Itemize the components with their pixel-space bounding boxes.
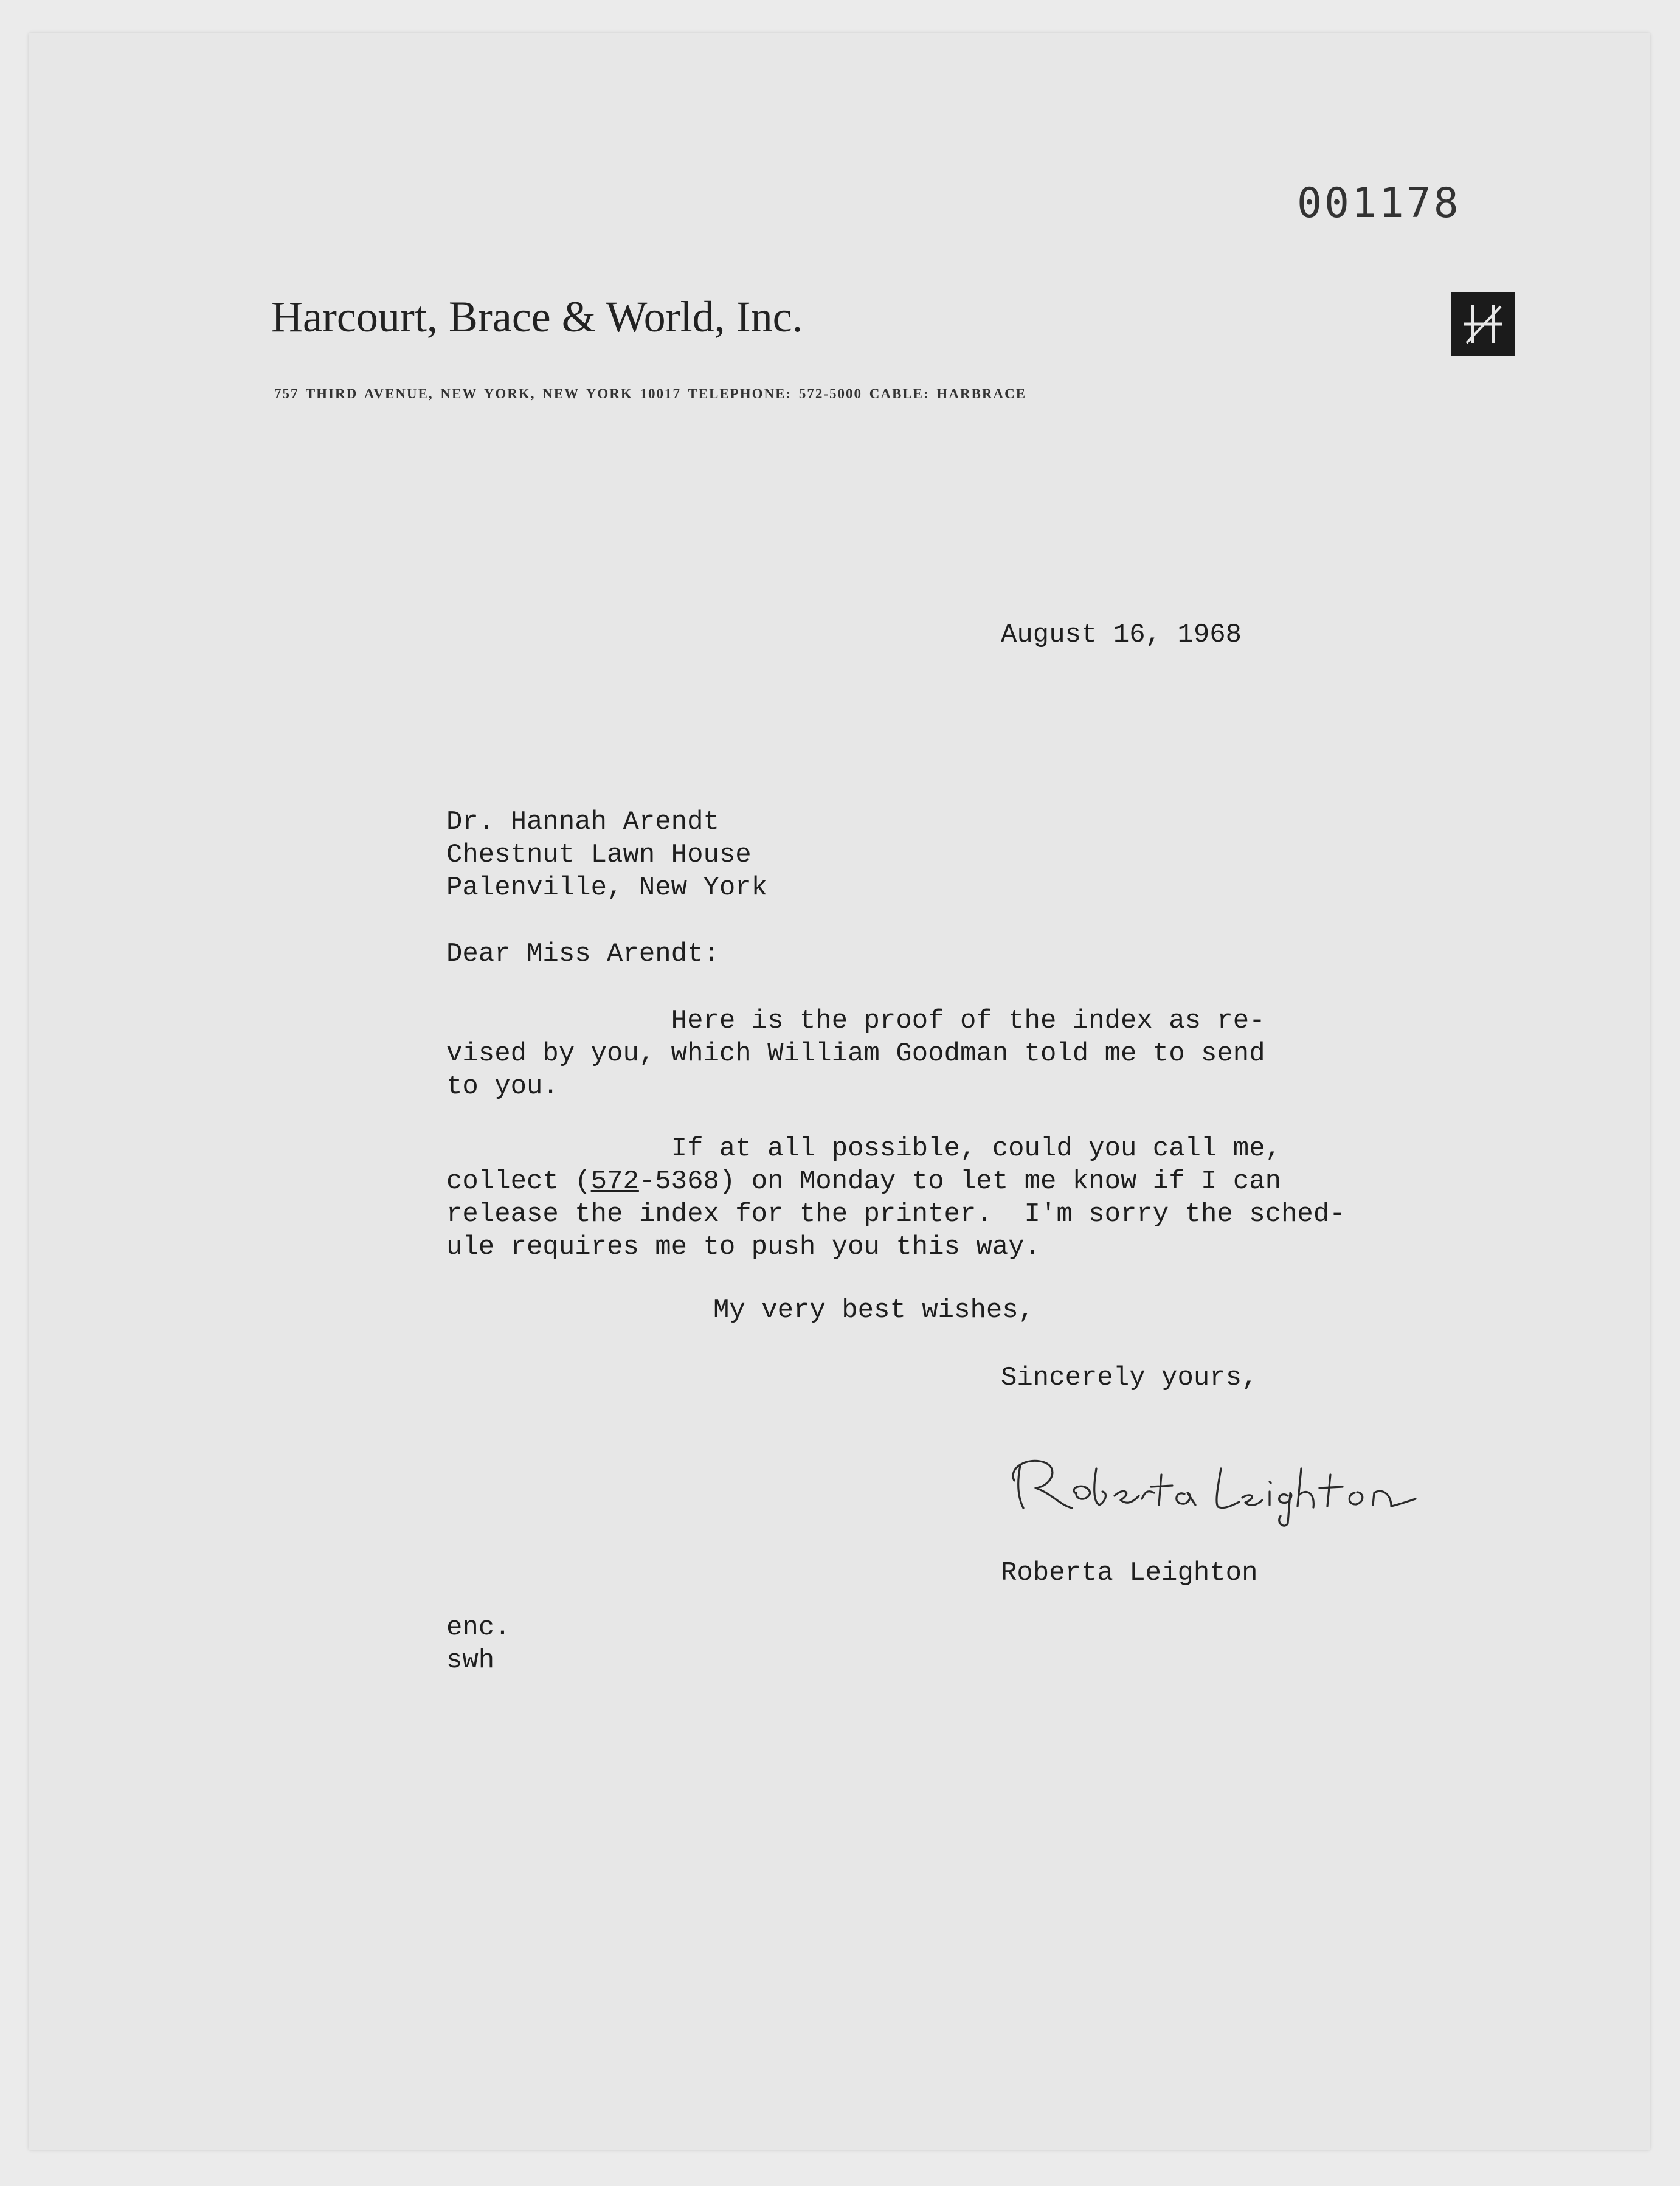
text-line: If at all possible, could you call me, xyxy=(446,1133,1282,1164)
enclosure-and-initials xyxy=(446,1611,511,1677)
signer-name: Roberta Leighton xyxy=(1001,1558,1258,1588)
text-fragment: -5368) on Monday to let me know if I can xyxy=(638,1166,1282,1197)
letter-page xyxy=(29,33,1650,2150)
body-paragraph-2 xyxy=(446,1132,1346,1264)
best-wishes: My very best wishes, xyxy=(713,1295,1035,1326)
text-line: Here is the proof of the index as re- xyxy=(446,1006,1265,1036)
recipient-line: Chestnut Lawn House xyxy=(446,840,752,870)
text-fragment: collect ( xyxy=(446,1166,591,1197)
body-paragraph-1 xyxy=(446,1005,1265,1103)
text-line: vised by you, which William Goodman told me to send xyxy=(446,1039,1265,1069)
recipient-line: Palenville, New York xyxy=(446,873,768,903)
handwritten-signature xyxy=(1002,1444,1422,1529)
recipient-address xyxy=(446,806,767,904)
letterhead-address: 757 THIRD AVENUE, NEW YORK, NEW YORK 10017 TELEPHONE: 572-5000 CABLE: HARBRACE xyxy=(274,386,1027,401)
typist-initials: swh xyxy=(446,1645,495,1676)
hbw-monogram-icon xyxy=(1451,292,1515,356)
text-line: ule requires me to push you this way. xyxy=(446,1232,1040,1262)
company-name: Harcourt, Brace & World, Inc. xyxy=(271,292,803,341)
text-line: release the index for the printer. I'm sorry the sched- xyxy=(446,1199,1346,1230)
enclosure-note: enc. xyxy=(446,1613,511,1643)
salutation: Dear Miss Arendt: xyxy=(446,939,719,969)
underlined-exchange: 572 xyxy=(590,1166,639,1197)
serial-number: 001178 xyxy=(1297,179,1461,227)
text-line: to you. xyxy=(446,1071,559,1102)
recipient-line: Dr. Hannah Arendt xyxy=(446,807,719,837)
text-line xyxy=(446,1165,1346,1198)
letter-date: August 16, 1968 xyxy=(1001,620,1242,650)
closing: Sincerely yours, xyxy=(1001,1363,1258,1393)
